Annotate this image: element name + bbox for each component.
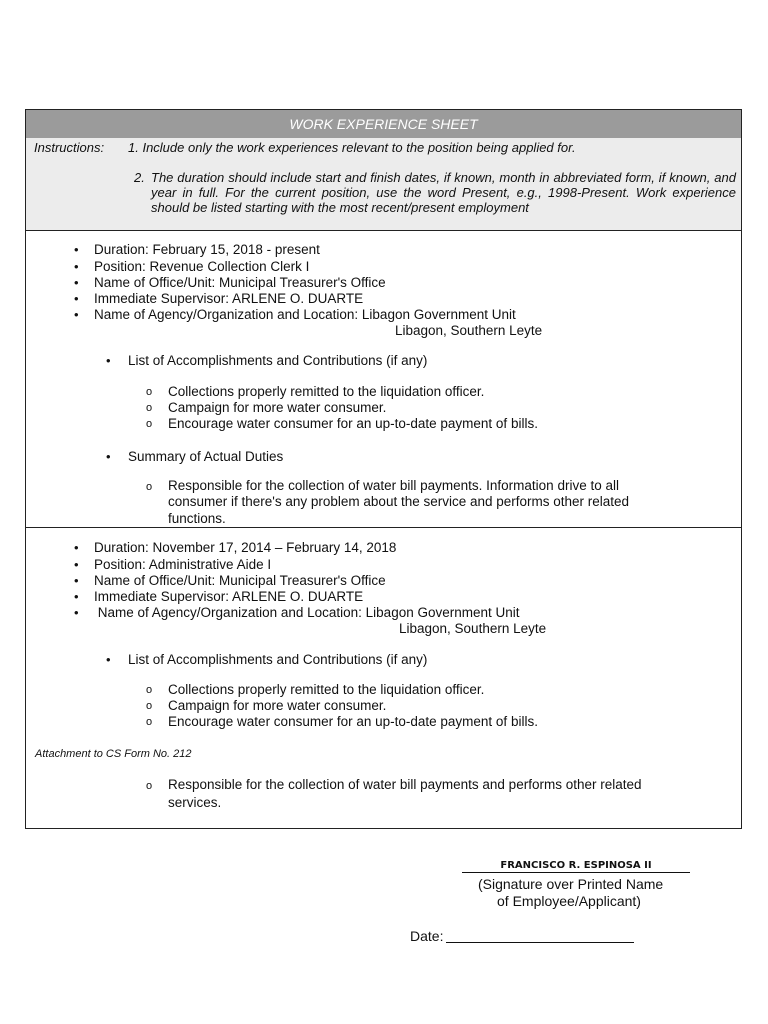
sub-bullet-icon: o: [146, 418, 153, 430]
instruction-2: The duration should include start and finish dates, if known, month in abbreviated form, if known, and year in full. For the current position, use the word Present, e.g., 1998-Present. Work experience should be listed starting with the most recent/present employment: [151, 170, 736, 215]
date-field-line: [446, 942, 634, 943]
bullet-icon: •: [74, 275, 79, 290]
bullet-icon: •: [106, 353, 111, 368]
entry1-office: Name of Office/Unit: Municipal Treasurer's Office: [94, 275, 386, 290]
attachment-note: Attachment to CS Form No. 212: [35, 748, 192, 760]
entry1-accomplishments-heading: List of Accomplishments and Contributions (if any): [128, 353, 428, 368]
entry1-accomplishment: Encourage water consumer for an up-to-date payment of bills.: [168, 416, 538, 431]
instruction-1: 1. Include only the work experiences relevant to the position being applied for.: [128, 140, 576, 155]
entry1-supervisor: Immediate Supervisor: ARLENE O. DUARTE: [94, 291, 364, 306]
entry1-agency-location: Libagon, Southern Leyte: [395, 323, 543, 338]
entry1-accomplishment: Campaign for more water consumer.: [168, 400, 387, 415]
bullet-icon: •: [106, 449, 111, 464]
entry2-agency-location: Libagon, Southern Leyte: [399, 621, 547, 636]
entry2-agency: Name of Agency/Organization and Location: Libagon Government Unit: [94, 605, 520, 620]
bullet-icon: •: [74, 259, 79, 274]
work-experience-sheet: [25, 109, 742, 829]
entry1-duties-heading: Summary of Actual Duties: [128, 449, 284, 464]
entry1-duty-line: functions.: [168, 511, 226, 526]
entry2-duty-line: Responsible for the collection of water bill payments and performs other related: [168, 777, 642, 792]
entry2-office: Name of Office/Unit: Municipal Treasurer's Office: [94, 573, 386, 588]
entry2-duration: Duration: November 17, 2014 – February 14, 2018: [94, 540, 397, 555]
sub-bullet-icon: o: [146, 700, 153, 712]
sub-bullet-icon: o: [146, 780, 153, 792]
entry1-position: Position: Revenue Collection Clerk I: [94, 259, 310, 274]
instructions-label: Instructions:: [34, 140, 105, 155]
date-label: Date:: [410, 928, 444, 944]
sub-bullet-icon: o: [146, 402, 153, 414]
entry2-position: Position: Administrative Aide I: [94, 557, 272, 572]
bullet-icon: •: [74, 540, 79, 555]
bullet-icon: •: [74, 557, 79, 572]
entry1-agency: Name of Agency/Organization and Location: Libagon Government Unit: [94, 307, 516, 322]
sheet-title: WORK EXPERIENCE SHEET: [26, 110, 741, 139]
entry1-duration: Duration: February 15, 2018 - present: [94, 242, 320, 257]
entry1-duty-line: consumer if there's any problem about the service and performs other related: [168, 494, 630, 509]
sub-bullet-icon: o: [146, 386, 153, 398]
bullet-icon: •: [74, 589, 79, 604]
bullet-icon: •: [106, 652, 111, 667]
entry1-duty-line: Responsible for the collection of water bill payments. Information drive to all: [168, 478, 619, 493]
entry1-accomplishment: Collections properly remitted to the liquidation officer.: [168, 384, 485, 399]
entry2-accomplishment: Campaign for more water consumer.: [168, 698, 387, 713]
instruction-2-number: 2.: [134, 170, 145, 185]
entry2-accomplishment: Encourage water consumer for an up-to-date payment of bills.: [168, 714, 538, 729]
entry2-accomplishments-heading: List of Accomplishments and Contributions (if any): [128, 652, 428, 667]
entry2-duty-line: services.: [168, 795, 222, 810]
entry2-accomplishment: Collections properly remitted to the liquidation officer.: [168, 682, 485, 697]
bullet-icon: •: [74, 307, 79, 322]
signature-caption: of Employee/Applicant): [497, 893, 641, 909]
bullet-icon: •: [74, 573, 79, 588]
sub-bullet-icon: o: [146, 684, 153, 696]
sub-bullet-icon: o: [146, 481, 153, 493]
signature-caption: (Signature over Printed Name: [478, 876, 664, 892]
bullet-icon: •: [74, 291, 79, 306]
entry2-supervisor: Immediate Supervisor: ARLENE O. DUARTE: [94, 589, 364, 604]
bullet-icon: •: [74, 605, 79, 620]
signatory-name: FRANCISCO R. ESPINOSA II: [462, 860, 690, 873]
sub-bullet-icon: o: [146, 716, 153, 728]
entry-divider: [26, 527, 741, 528]
instructions-box: [26, 138, 741, 231]
bullet-icon: •: [74, 242, 79, 257]
